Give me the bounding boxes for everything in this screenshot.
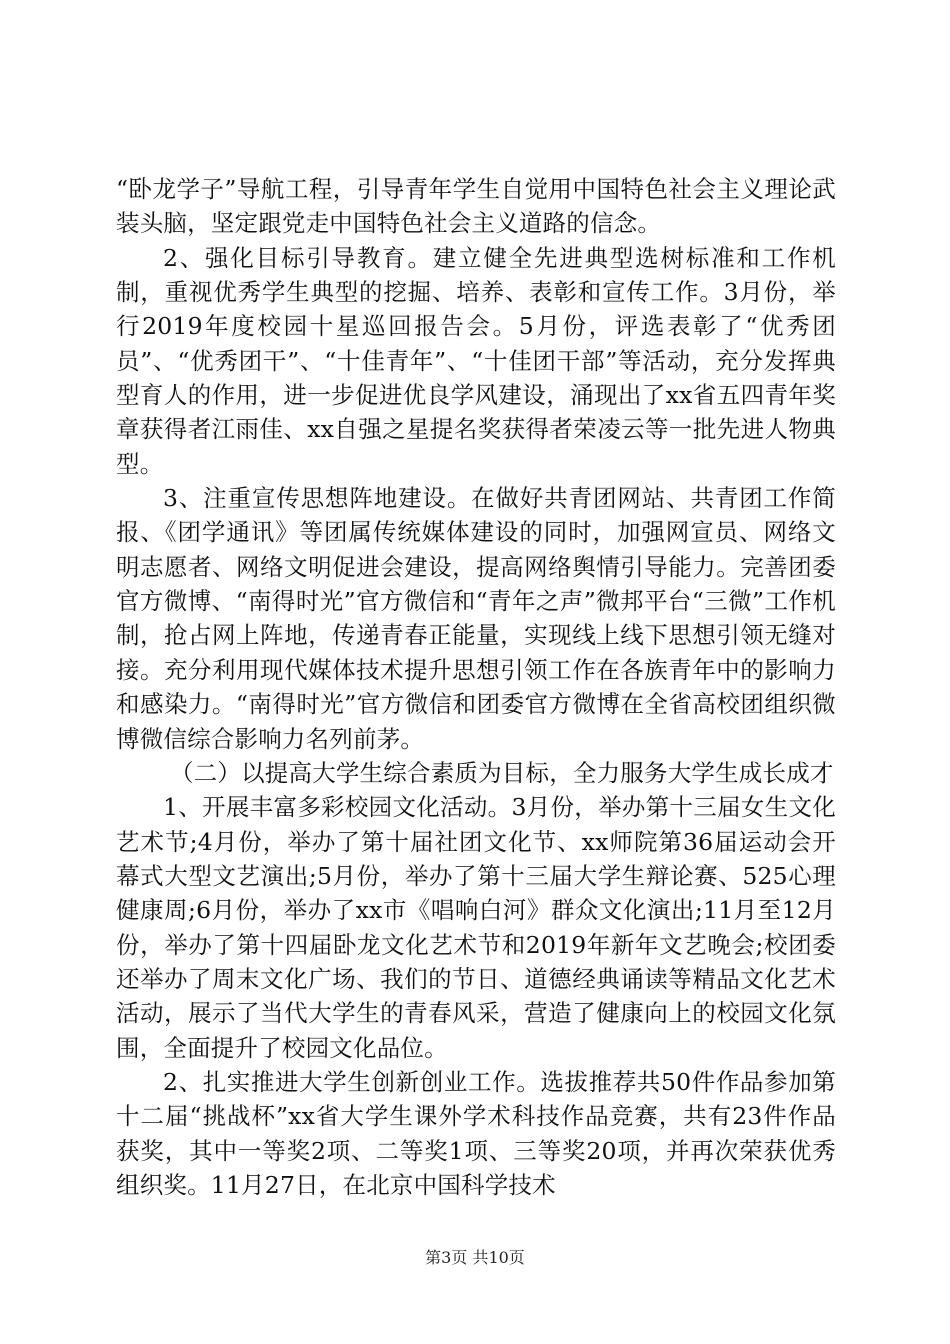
paragraph-goal-guidance: 2、强化目标引导教育。建立健全先进典型选树标准和工作机制，重视优秀学生典型的挖掘、培养、表彰和宣传工作。3月份，举行2019年度校园十星巡回报告会。5月份，评选表彰了“优秀团员”、“优秀团干”、“十佳青年”、“十佳团干部”等活动，充分发挥典型育人的作用，进一步促进优良学风建设，涌现出了xx省五四青年奖章获得者江雨佳、xx自强之星提名奖获得者荣凌云等一批先进人物典型。 <box>116 243 836 478</box>
section-heading-two: （二）以提高大学生综合素质为目标，全力服务大学生成长成才 <box>170 758 834 787</box>
document-body <box>116 172 836 1202</box>
paragraph-innovation: 2、扎实推进大学生创新创业工作。选拔推荐共50件作品参加第十二届“挑战杯”xx省大学生课外学术科技作品竞赛，共有23件作品获奖，其中一等奖2项、二等奖1项、三等奖20项，并再次荣获优秀组织奖。11月27日，在北京中国科学技术 <box>116 1067 836 1199</box>
paragraph-publicity: 3、注重宣传思想阵地建设。在做好共青团网站、共青团工作简报、《团学通讯》等团属传统媒体建设的同时，加强网宣员、网络文明志愿者、网络文明促进会建设，提高网络舆情引导能力。完善团委官方微博、“南得时光”官方微信和“青年之声”微邦平台“三微”工作机制，抢占网上阵地，传递青春正能量，实现线上线下思想引领无缝对接。充分利用现代媒体技术提升思想引领工作在各族青年中的影响力和感染力。“南得时光”官方微信和团委官方微博在全省高校团组织微博微信综合影响力名列前茅。 <box>116 484 836 753</box>
paragraph-campus-culture: 1、开展丰富多彩校园文化活动。3月份，举办第十三届女生文化艺术节;4月份，举办了第十届社团文化节、xx师院第36届运动会开幕式大型文艺演出;5月份，举办了第十三届大学生辩论赛、525心理健康周;6月份，举办了xx市《唱响白河》群众文化演出;11月至12月份，举办了第十四届卧龙文化艺术节和2019年新年文艺晚会;校团委还举办了周末文化广场、我们的节日、道德经典诵读等精品文化艺术活动，展示了当代大学生的青春风采，营造了健康向上的校园文化氛围，全面提升了校园文化品位。 <box>116 793 836 1062</box>
paragraph-continuation: “卧龙学子”导航工程，引导青年学生自觉用中国特色社会主义理论武装头脑，坚定跟党走中国特色社会主义道路的信念。 <box>116 175 836 238</box>
page-footer: 第3页 共10页 <box>425 1248 525 1267</box>
